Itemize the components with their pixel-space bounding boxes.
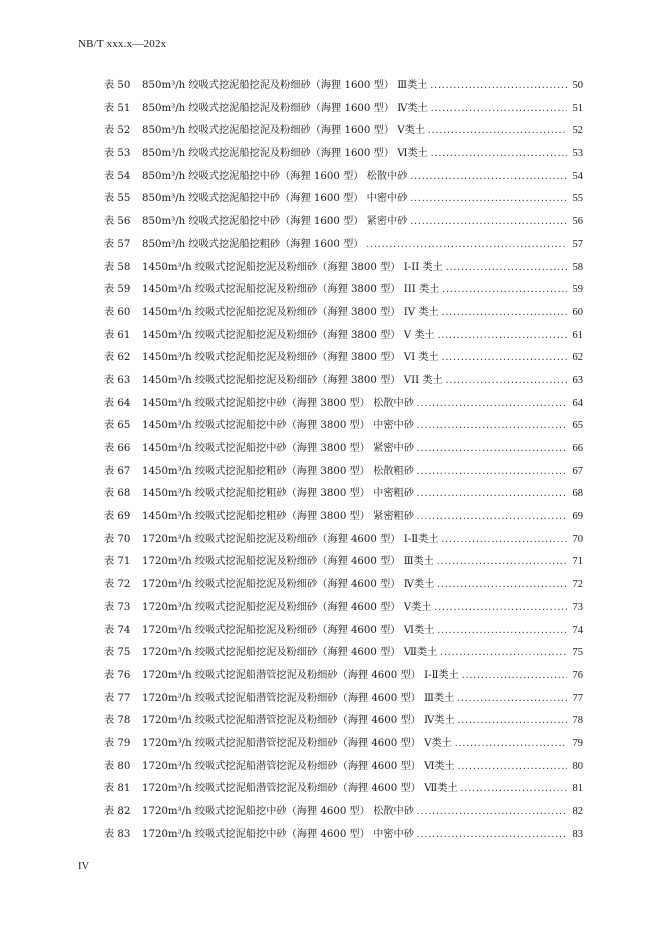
toc-dot-leader	[428, 148, 567, 159]
toc-entry[interactable]	[104, 484, 583, 507]
toc-entry-title: 1450m³/h 绞吸式挖泥船挖泥及粉细砂（海狸 3800 型） III 类土	[142, 284, 440, 296]
toc-dot-leader	[431, 602, 567, 613]
toc-entry-title: 850m³/h 绞吸式挖泥船挖中砂（海狸 1600 型） 松散中砂	[142, 170, 408, 182]
toc-entry-page: 72	[572, 579, 583, 591]
toc-entry-page: 69	[572, 511, 583, 523]
toc-dot-leader	[443, 262, 567, 273]
toc-entry[interactable]	[104, 621, 583, 644]
toc-entry-page: 65	[572, 420, 583, 432]
toc-entry-title: 850m³/h 绞吸式挖泥船挖粗砂（海狸 1600 型）	[142, 238, 364, 250]
toc-entry[interactable]	[104, 167, 583, 190]
toc-dot-leader	[407, 193, 567, 204]
toc-entry-number: 表 65	[104, 420, 131, 432]
toc-dot-leader	[414, 398, 567, 409]
toc-dot-leader	[437, 647, 567, 658]
toc-dot-leader	[443, 375, 567, 386]
toc-entry-title: 1720m³/h 绞吸式挖泥船挖泥及粉细砂（海狸 4600 型） Ⅲ类土	[142, 556, 434, 568]
toc-entry-number: 表 69	[104, 511, 131, 523]
toc-entry[interactable]	[104, 326, 583, 349]
toc-entry-title: 850m³/h 绞吸式挖泥船挖中砂（海狸 1600 型） 中密中砂	[142, 193, 408, 205]
toc-entry-number: 表 76	[104, 669, 131, 681]
toc-entry[interactable]	[104, 598, 583, 621]
toc-entry-number: 表 68	[104, 488, 131, 500]
toc-entry-page: 56	[572, 216, 583, 228]
toc-entry[interactable]	[104, 779, 583, 802]
toc-entry-title: 1720m³/h 绞吸式挖泥船挖泥及粉细砂（海狸 4600 型） Ⅴ类土	[142, 601, 432, 613]
toc-entry[interactable]	[104, 575, 583, 598]
toc-entry-number: 表 64	[104, 397, 131, 409]
toc-entry[interactable]	[104, 689, 583, 712]
toc-entry-page: 54	[572, 170, 583, 182]
toc-entry-title: 1450m³/h 绞吸式挖泥船挖中砂（海狸 3800 型） 中密中砂	[142, 420, 414, 432]
toc-entry-page: 55	[572, 193, 583, 205]
toc-entry-number: 表 78	[104, 715, 131, 727]
toc-dot-leader	[459, 670, 567, 681]
toc-entry[interactable]	[104, 371, 583, 394]
toc-entry[interactable]	[104, 76, 583, 99]
toc-entry-number: 表 70	[104, 533, 131, 545]
toc-dot-leader	[425, 125, 567, 136]
toc-entry[interactable]	[104, 144, 583, 167]
toc-dot-leader	[439, 284, 567, 295]
toc-entry[interactable]	[104, 280, 583, 303]
toc-entry-number: 表 55	[104, 193, 131, 205]
toc-entry-number: 表 52	[104, 125, 131, 137]
toc-entry[interactable]	[104, 348, 583, 371]
toc-entry-number: 表 50	[104, 80, 131, 91]
toc-entry[interactable]	[104, 394, 583, 417]
toc-entry-page: 66	[572, 443, 583, 454]
toc-entry-number: 表 62	[104, 352, 131, 364]
toc-entry-number: 表 63	[104, 374, 131, 386]
toc-entry-number: 表 60	[104, 306, 131, 318]
toc-entry[interactable]	[104, 802, 583, 825]
toc-entry-title: 1720m³/h 绞吸式挖泥船潜管挖泥及粉细砂（海狸 4600 型） Ⅶ类土	[142, 783, 458, 795]
toc-dot-leader	[414, 511, 567, 522]
toc-entry[interactable]	[104, 666, 583, 689]
toc-entry-title: 1720m³/h 绞吸式挖泥船挖泥及粉细砂（海狸 4600 型） Ⅰ-Ⅱ类土	[142, 533, 439, 545]
toc-entry-title: 1720m³/h 绞吸式挖泥船潜管挖泥及粉细砂（海狸 4600 型） Ⅳ类土	[142, 715, 455, 727]
toc-entry[interactable]	[104, 711, 583, 734]
document-id-header: NB/T xxx.x—202x	[78, 38, 167, 50]
toc-entry-title: 1720m³/h 绞吸式挖泥船潜管挖泥及粉细砂（海狸 4600 型） Ⅰ-Ⅱ类土	[142, 669, 459, 681]
toc-entry-page: 50	[572, 80, 583, 91]
toc-entry-title: 1720m³/h 绞吸式挖泥船挖泥及粉细砂（海狸 4600 型） Ⅵ类土	[142, 624, 435, 636]
toc-entry-page: 79	[572, 737, 583, 749]
toc-entry-title: 850m³/h 绞吸式挖泥船挖泥及粉细砂（海狸 1600 型） Ⅴ类土	[142, 125, 425, 137]
toc-entry-number: 表 71	[104, 556, 131, 568]
toc-entry-number: 表 77	[104, 692, 131, 704]
toc-entry-page: 61	[572, 329, 583, 341]
toc-entry-title: 1720m³/h 绞吸式挖泥船潜管挖泥及粉细砂（海狸 4600 型） Ⅲ类土	[142, 692, 455, 704]
toc-entry-title: 850m³/h 绞吸式挖泥船挖中砂（海狸 1600 型） 紧密中砂	[142, 216, 408, 228]
toc-entry[interactable]	[104, 416, 583, 439]
toc-entry-number: 表 58	[104, 261, 131, 273]
toc-dot-leader	[428, 103, 567, 114]
toc-entry-title: 1720m³/h 绞吸式挖泥船潜管挖泥及粉细砂（海狸 4600 型） Ⅴ类土	[142, 737, 452, 749]
toc-dot-leader	[434, 625, 567, 636]
toc-entry-number: 表 82	[104, 806, 131, 817]
toc-entry[interactable]	[104, 303, 583, 326]
table-of-contents-list	[104, 76, 583, 847]
toc-dot-leader	[414, 488, 567, 499]
toc-entry[interactable]	[104, 99, 583, 122]
toc-entry-page: 60	[572, 306, 583, 318]
toc-entry-page: 80	[572, 760, 583, 772]
page-number-footer: IV	[78, 861, 90, 872]
toc-entry-page: 57	[572, 238, 583, 250]
toc-entry-title: 1450m³/h 绞吸式挖泥船挖中砂（海狸 3800 型） 紧密中砂	[142, 443, 414, 454]
toc-entry[interactable]	[104, 552, 583, 575]
toc-entry-page: 70	[572, 533, 583, 545]
toc-entry-number: 表 80	[104, 760, 131, 772]
toc-entry-page: 81	[572, 783, 583, 795]
toc-dot-leader	[439, 307, 567, 318]
toc-dot-leader	[454, 693, 567, 704]
toc-entry-page: 71	[572, 556, 583, 568]
toc-entry-page: 52	[572, 125, 583, 137]
toc-entry-page: 63	[572, 374, 583, 386]
toc-entry-number: 表 66	[104, 443, 131, 454]
toc-entry-page: 53	[572, 148, 583, 160]
toc-entry[interactable]	[104, 212, 583, 235]
toc-dot-leader	[434, 579, 567, 590]
toc-entry-title: 1450m³/h 绞吸式挖泥船挖粗砂（海狸 3800 型） 中密粗砂	[142, 488, 414, 500]
toc-entry-number: 表 73	[104, 601, 131, 613]
toc-entry[interactable]	[104, 439, 583, 462]
toc-entry-page: 75	[572, 647, 583, 659]
toc-entry-title: 1450m³/h 绞吸式挖泥船挖泥及粉细砂（海狸 3800 型） IV 类土	[142, 306, 439, 318]
toc-entry[interactable]	[104, 643, 583, 666]
toc-entry-number: 表 81	[104, 783, 131, 795]
toc-entry-number: 表 83	[104, 828, 131, 840]
toc-dot-leader	[407, 216, 567, 227]
toc-dot-leader	[427, 80, 567, 91]
toc-dot-leader	[414, 466, 567, 477]
toc-entry-number: 表 57	[104, 238, 131, 250]
toc-entry-number: 表 74	[104, 624, 131, 636]
toc-entry-title: 1720m³/h 绞吸式挖泥船潜管挖泥及粉细砂（海狸 4600 型） Ⅵ类土	[142, 760, 455, 772]
toc-entry-page: 67	[572, 465, 583, 477]
toc-entry-title: 1450m³/h 绞吸式挖泥船挖粗砂（海狸 3800 型） 松散粗砂	[142, 465, 414, 477]
toc-entry-number: 表 56	[104, 216, 131, 228]
toc-dot-leader	[455, 761, 567, 772]
toc-dot-leader	[452, 738, 567, 749]
toc-dot-leader	[439, 352, 567, 363]
toc-entry-number: 表 61	[104, 329, 131, 341]
toc-entry[interactable]	[104, 235, 583, 258]
toc-entry-number: 表 51	[104, 102, 131, 114]
toc-entry-page: 64	[572, 397, 583, 409]
toc-entry-title: 1720m³/h 绞吸式挖泥船挖中砂（海狸 4600 型） 松散中砂	[142, 806, 414, 817]
toc-entry-page: 68	[572, 488, 583, 500]
toc-dot-leader	[435, 330, 567, 341]
toc-entry-page: 58	[572, 261, 583, 273]
toc-entry-page: 51	[572, 102, 583, 114]
toc-entry-title: 1720m³/h 绞吸式挖泥船挖泥及粉细砂（海狸 4600 型） Ⅶ类土	[142, 647, 438, 659]
toc-dot-leader	[434, 556, 567, 567]
toc-entry-page: 77	[572, 692, 583, 704]
toc-dot-leader	[455, 715, 567, 726]
toc-entry-page: 73	[572, 601, 583, 613]
toc-entry-page: 78	[572, 715, 583, 727]
toc-entry-title: 1720m³/h 绞吸式挖泥船挖中砂（海狸 4600 型） 中密中砂	[142, 828, 414, 840]
toc-dot-leader	[414, 806, 567, 817]
toc-dot-leader	[407, 171, 567, 182]
toc-entry-page: 82	[572, 806, 583, 817]
toc-dot-leader	[439, 534, 568, 545]
toc-entry-title: 850m³/h 绞吸式挖泥船挖泥及粉细砂（海狸 1600 型） Ⅲ类土	[142, 80, 428, 91]
toc-entry-page: 62	[572, 352, 583, 364]
toc-entry[interactable]	[104, 121, 583, 144]
toc-entry-page: 76	[572, 669, 583, 681]
toc-entry[interactable]	[104, 757, 583, 780]
toc-entry[interactable]	[104, 258, 583, 281]
toc-dot-leader	[414, 420, 567, 431]
toc-entry-number: 表 67	[104, 465, 131, 477]
toc-entry-title: 1450m³/h 绞吸式挖泥船挖泥及粉细砂（海狸 3800 型） VII 类土	[142, 374, 443, 386]
toc-entry-title: 1720m³/h 绞吸式挖泥船挖泥及粉细砂（海狸 4600 型） Ⅳ类土	[142, 579, 435, 591]
toc-dot-leader	[414, 443, 567, 454]
toc-entry[interactable]	[104, 507, 583, 530]
toc-entry-page: 74	[572, 624, 583, 636]
toc-dot-leader	[414, 829, 567, 840]
toc-entry-title: 1450m³/h 绞吸式挖泥船挖泥及粉细砂（海狸 3800 型） VI 类土	[142, 352, 439, 364]
toc-entry[interactable]	[104, 530, 583, 553]
toc-entry-number: 表 75	[104, 647, 131, 659]
toc-entry[interactable]	[104, 462, 583, 485]
toc-entry[interactable]	[104, 825, 583, 848]
toc-dot-leader	[458, 783, 567, 794]
toc-entry-page: 59	[572, 284, 583, 296]
toc-entry[interactable]	[104, 734, 583, 757]
toc-entry-title: 1450m³/h 绞吸式挖泥船挖中砂（海狸 3800 型） 松散中砂	[142, 397, 414, 409]
toc-entry-title: 1450m³/h 绞吸式挖泥船挖泥及粉细砂（海狸 3800 型） I-II 类土	[142, 261, 443, 273]
toc-entry-number: 表 72	[104, 579, 131, 591]
toc-entry-number: 表 79	[104, 737, 131, 749]
toc-entry-number: 表 54	[104, 170, 131, 182]
toc-entry-title: 1450m³/h 绞吸式挖泥船挖粗砂（海狸 3800 型） 紧密粗砂	[142, 511, 414, 523]
toc-dot-leader	[363, 239, 567, 250]
toc-entry-title: 1450m³/h 绞吸式挖泥船挖泥及粉细砂（海狸 3800 型） V 类土	[142, 329, 435, 341]
toc-entry-number: 表 53	[104, 148, 131, 160]
toc-entry-title: 850m³/h 绞吸式挖泥船挖泥及粉细砂（海狸 1600 型） Ⅳ类土	[142, 102, 428, 114]
toc-entry-page: 83	[572, 828, 583, 840]
toc-entry-title: 850m³/h 绞吸式挖泥船挖泥及粉细砂（海狸 1600 型） Ⅵ类土	[142, 148, 428, 160]
toc-entry-number: 表 59	[104, 284, 131, 296]
toc-entry[interactable]	[104, 189, 583, 212]
